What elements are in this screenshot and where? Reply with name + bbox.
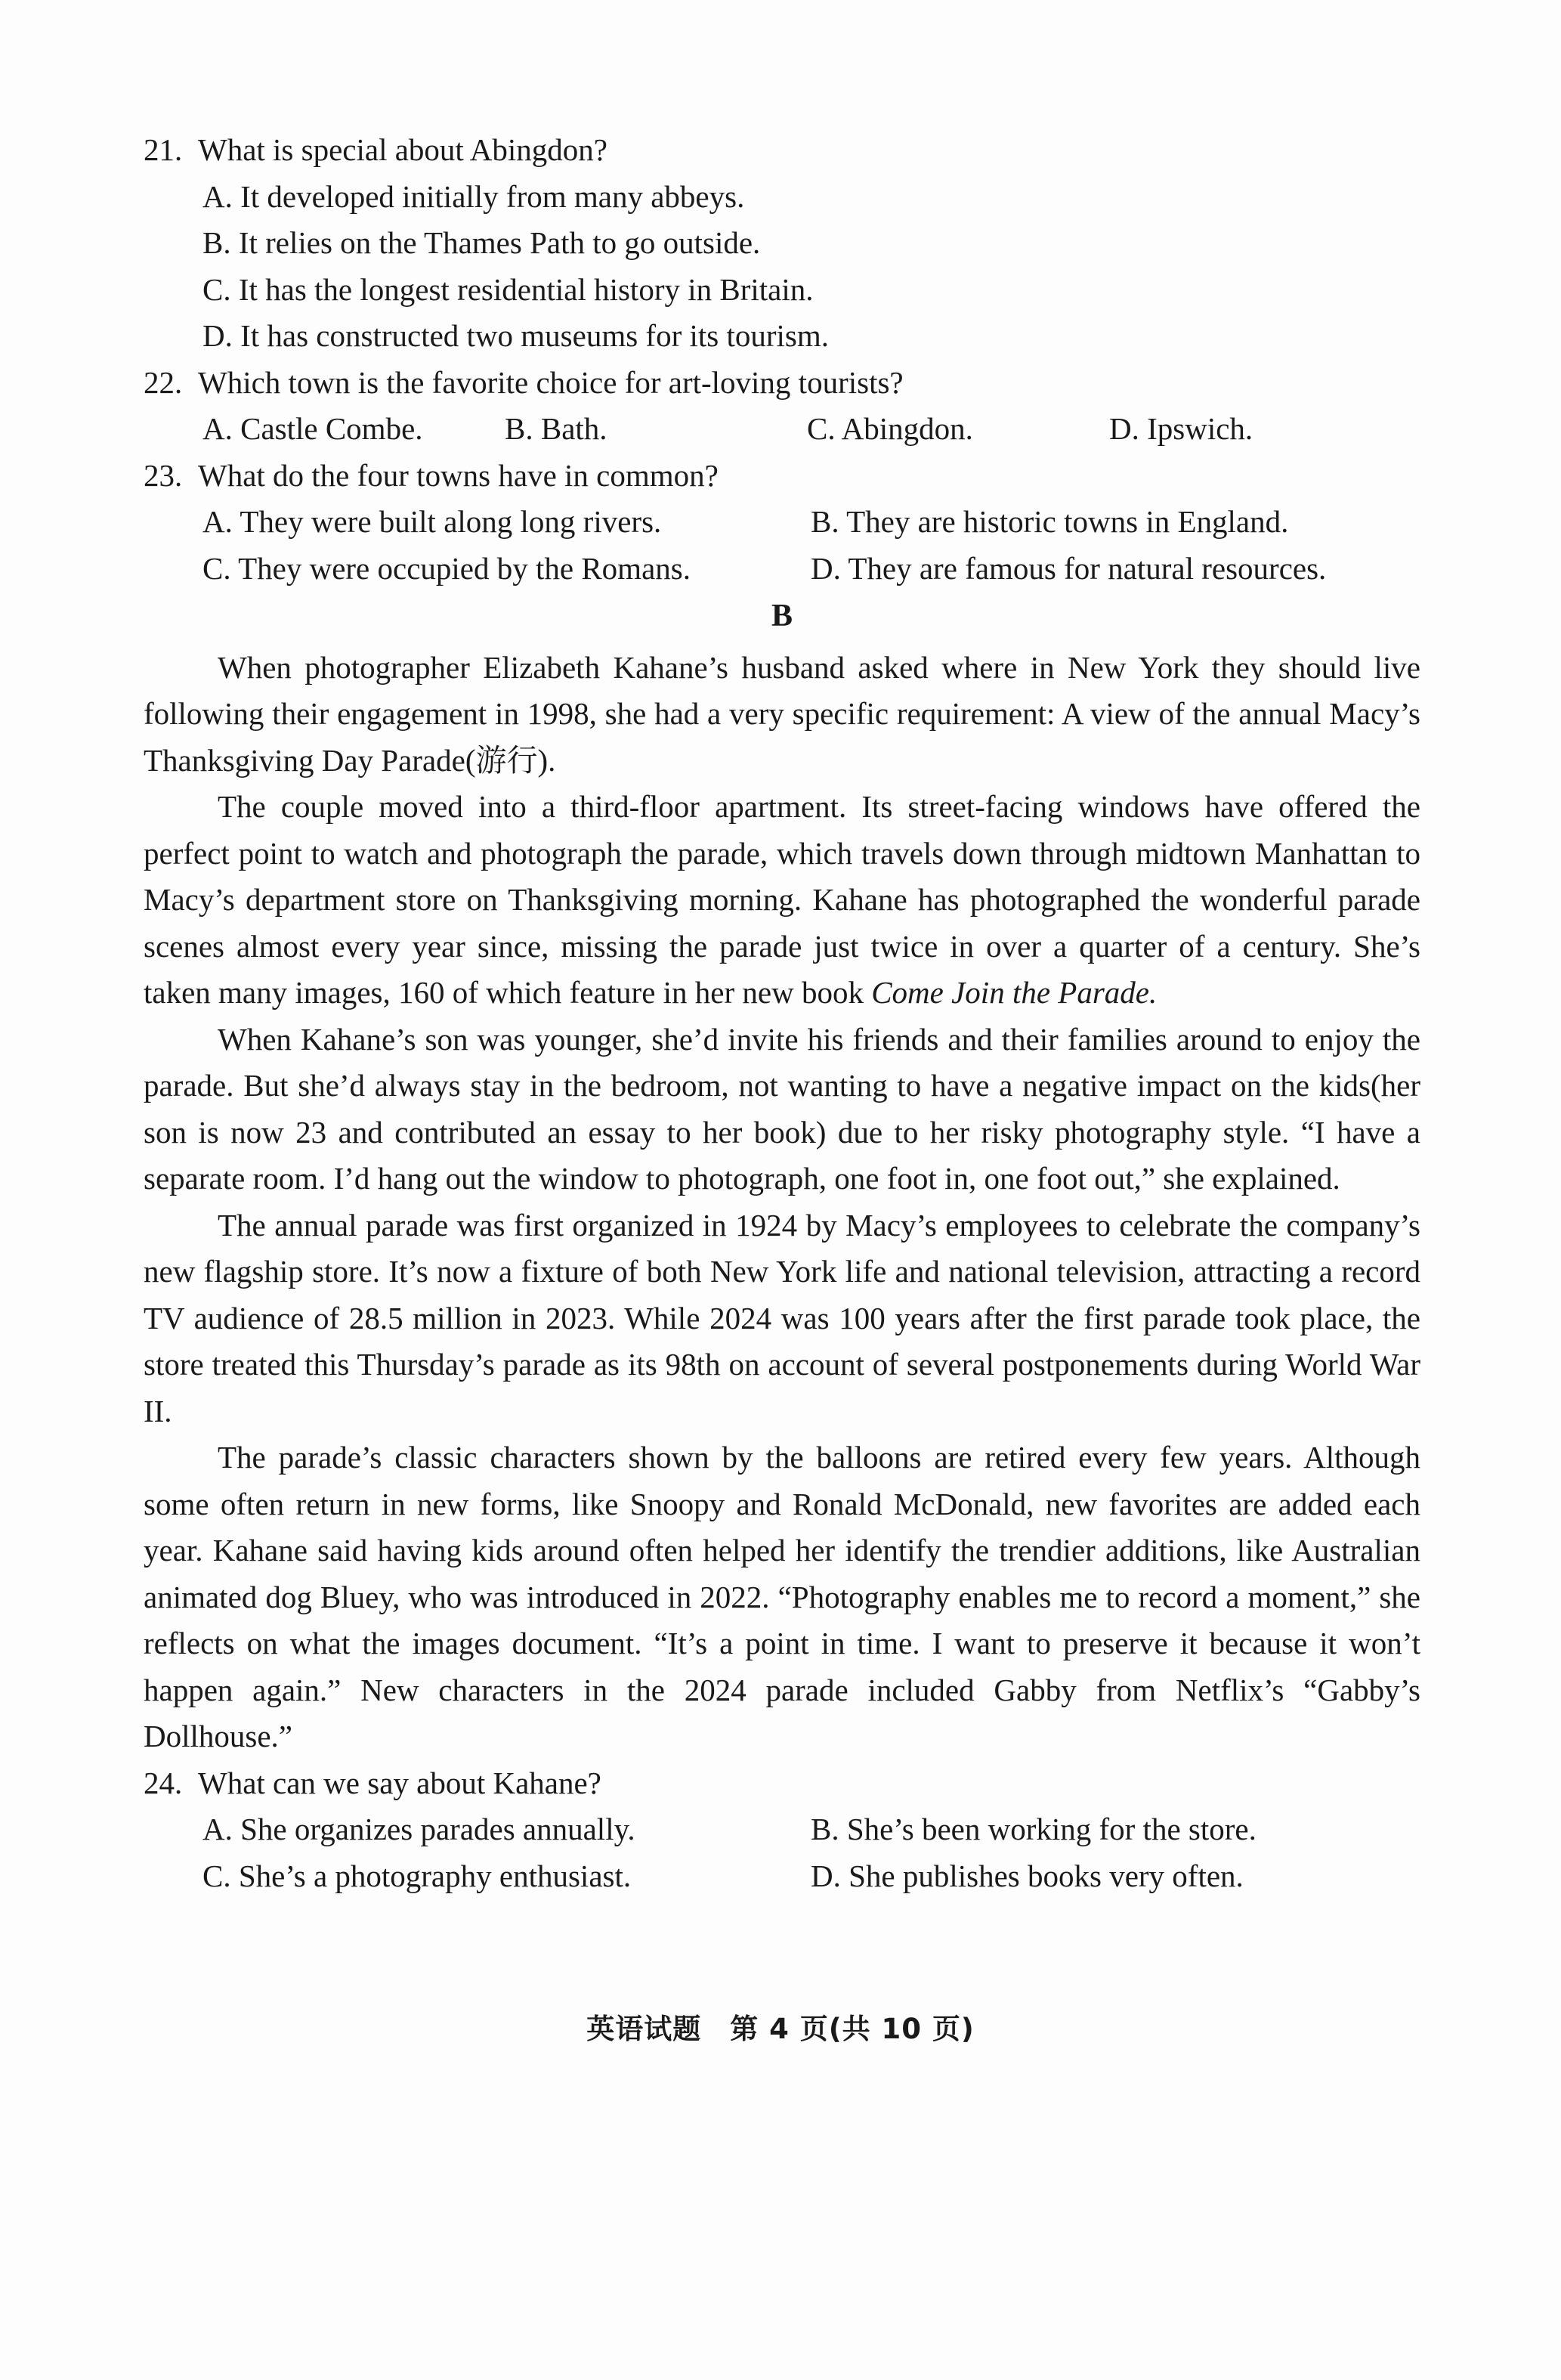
question-21 xyxy=(144,127,1420,360)
question-number: 22. xyxy=(144,364,183,400)
option-b: B. She’s been working for the store. xyxy=(811,1812,1257,1846)
option-a: A. It developed initially from many abbeys. xyxy=(202,178,745,214)
options-row xyxy=(144,546,1420,593)
option-d: D. Ipswich. xyxy=(1109,411,1253,446)
book-title: Come Join the Parade. xyxy=(871,975,1158,1010)
question-number: 24. xyxy=(144,1765,183,1800)
passage-paragraph: When photographer Elizabeth Kahane’s husband asked where in New York they should live following their engagement in 1998, she had a very specific requirement: A view of the annual Macy’s Thanksgiving Day Parade(游行). xyxy=(144,649,1420,778)
question-24 xyxy=(144,1760,1420,1900)
passage xyxy=(144,645,1420,1760)
passage-paragraph: When Kahane’s son was younger, she’d invite his friends and their families around to enjoy the parade. But she’d always stay in the bedroom, not wanting to have a negative impact on the kids(her son is now 23 and contributed an essay to her book) due to her risky photography style. “I have a separate room. I’d hang out the window to photograph, one foot in, one foot out,” she explained. xyxy=(144,1021,1420,1196)
question-stem xyxy=(144,1760,1420,1807)
option-c: C. Abingdon. xyxy=(807,411,973,446)
option-a: A. Castle Combe. xyxy=(202,411,423,446)
page-footer: 英语试题 第 4 页(共 10 页) xyxy=(586,2013,975,2045)
question-stem xyxy=(144,453,1420,500)
page-content xyxy=(144,127,1420,1899)
question-number: 23. xyxy=(144,457,183,493)
section-heading: B xyxy=(771,599,793,633)
option-c: C. She’s a photography enthusiast. xyxy=(202,1858,632,1893)
question-stem xyxy=(144,127,1420,174)
paragraph-text: The couple moved into a third-floor apartment. Its street-facing windows have offered the perfect point to watch and photograph the parade, which travels down through midtown Manhattan to Macy’s department store on Thanksgiving morning. Kahane has photographed the wonderful parade scenes almost every year since, missing the parade just twice in over a quarter of a century. She’s taken many images, 160 of which feature in her new book xyxy=(144,789,1420,1010)
option-d: D. She publishes books very often. xyxy=(811,1858,1244,1893)
option-d: D. They are famous for natural resources. xyxy=(811,550,1327,586)
option-d: D. It has constructed two museums for its tourism. xyxy=(202,318,830,353)
question-stem xyxy=(144,360,1420,407)
passage-paragraph xyxy=(144,784,1420,1017)
options-row xyxy=(144,1806,1420,1853)
question-text: Which town is the favorite choice for art-loving tourists? xyxy=(198,364,904,400)
question-22 xyxy=(144,360,1420,453)
option-a: A. She organizes parades annually. xyxy=(202,1812,635,1846)
option-b: B. Bath. xyxy=(505,411,607,446)
question-text: What is special about Abingdon? xyxy=(198,132,607,167)
option-a: A. They were built along long rivers. xyxy=(202,504,662,539)
passage-paragraph: The annual parade was first organized in 1924 by Macy’s employees to celebrate the company’s new flagship store. It’s now a fixture of both New York life and national television, attracting a record TV audience of 28.5 million in 2023. While 2024 was 100 years after the first parade took place, the store treated this Thursday’s parade as its 98th on account of several postponements during World War II. xyxy=(144,1207,1420,1428)
option-c: C. They were occupied by the Romans. xyxy=(202,550,691,586)
question-23 xyxy=(144,453,1420,593)
options-row xyxy=(144,499,1420,546)
question-number: 21. xyxy=(144,132,183,167)
passage-paragraph: The parade’s classic characters shown by the balloons are retired every few years. Although some often return in new forms, like Snoopy and Ronald McDonald, new favorites are added each year. Kahane said having kids around often helped her identify the trendier additions, like Australian animated dog Bluey, who was introduced in 2022. “Photography enables me to record a moment,” she reflects on what the images document. “It’s a point in time. I want to preserve it because it won’t happen again.” New characters in the 2024 parade included Gabby from Netflix’s “Gabby’s Dollhouse.” xyxy=(144,1440,1420,1753)
option-b: B. They are historic towns in England. xyxy=(811,504,1289,539)
option-b: B. It relies on the Thames Path to go outside. xyxy=(202,225,761,260)
option-c: C. It has the longest residential history in Britain. xyxy=(202,271,814,307)
question-text: What can we say about Kahane? xyxy=(198,1765,601,1800)
question-text: What do the four towns have in common? xyxy=(198,457,719,493)
options-row xyxy=(144,406,1420,453)
options-row xyxy=(144,1853,1420,1900)
